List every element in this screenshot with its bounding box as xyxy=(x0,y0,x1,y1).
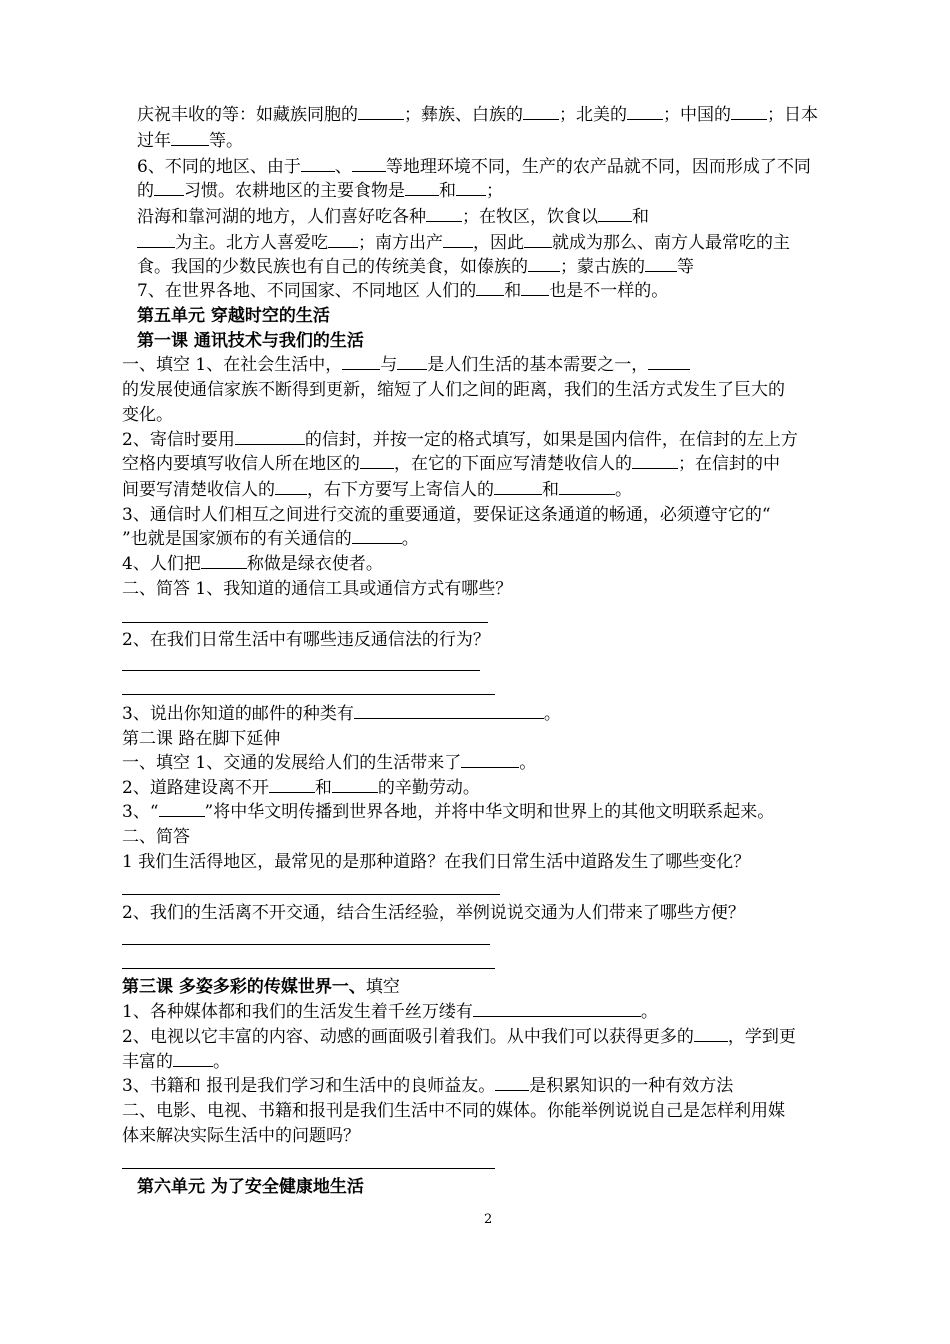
text-line: 过年 等。 xyxy=(137,131,243,151)
answer-line xyxy=(122,670,480,671)
text-line: 1 我们生活得地区，最常见的是那种道路？在我们日常生活中道路发生了哪些变化？ xyxy=(122,852,751,872)
lesson-heading: 第二课 路在脚下延伸 xyxy=(122,729,281,749)
fill-blank xyxy=(426,205,462,222)
text-line: 3、说出你知道的邮件的种类有 。 xyxy=(122,704,561,724)
text-line: 2、寄信时要用 的信封，并按一定的格式填写，如果是国内信件，在信封的左上方 xyxy=(122,430,798,450)
fill-blank xyxy=(159,800,205,817)
fill-blank xyxy=(352,527,402,544)
text-line: 体来解决实际生活中的问题吗？ xyxy=(122,1126,360,1146)
fill-blank xyxy=(461,751,519,768)
fill-blank xyxy=(201,552,247,569)
text-line: 庆祝丰收的等：如藏族同胞的 ；彝族、白族的 ；北美的 ；中国的 ；日本 xyxy=(137,105,818,125)
text-line: 2、道路建设离不开 和 的辛勤劳动。 xyxy=(122,778,480,798)
fill-blank xyxy=(397,353,427,370)
answer-line xyxy=(122,894,500,895)
fill-blank xyxy=(524,231,552,248)
answer-line xyxy=(122,944,490,945)
answer-line xyxy=(122,694,495,695)
unit-heading: 第五单元 穿越时空的生活 xyxy=(137,306,330,326)
fill-blank xyxy=(352,155,386,172)
fill-blank xyxy=(235,428,305,445)
fill-blank xyxy=(559,478,615,495)
fill-blank xyxy=(598,205,632,222)
fill-blank xyxy=(494,478,542,495)
text-line: 2、电视以它丰富的内容、动感的画面吸引着我们。从中我们可以获得更多的 ，学到更 xyxy=(122,1027,796,1047)
text-line: 3、通信时人们相互之间进行交流的重要通道，要保证这条通道的畅通，必须遵守它的“ xyxy=(122,505,771,525)
text-line: 二、简答 xyxy=(122,827,190,847)
fill-blank xyxy=(731,103,767,120)
text-line: 为主。北方人喜爱吃 ；南方出产 ，因此 就成为那么、南方人最常吃的主 xyxy=(137,231,790,255)
text-line: 沿海和靠河湖的地方，人们喜好吃各种 ；在牧区，饮食以 和 xyxy=(137,207,649,227)
text-line: 3、书籍和 报刊是我们学习和生活中的良师益友。 是积累知识的一种有效方法 xyxy=(122,1076,734,1096)
fill-blank xyxy=(648,353,690,370)
answer-line xyxy=(122,1168,495,1169)
fill-blank xyxy=(358,103,404,120)
lesson-heading: 第三课 多姿多彩的传媒世界一、填空 xyxy=(122,977,400,997)
fill-blank xyxy=(328,231,358,248)
text-line: 二、简答 1、我知道的通信工具或通信方式有哪些？ xyxy=(122,579,513,599)
text-line: 间要写清楚收信人的 ，右下方要写上寄信人的 和 。 xyxy=(122,480,632,500)
text-line: 1、各种媒体都和我们的生活发生着千丝万缕有 。 xyxy=(122,1002,658,1022)
text-line: 食。我国的少数民族也有自己的传统美食，如傣族的 ；蒙古族的 等 xyxy=(137,257,694,277)
text-line: 6、不同的地区、由于 、 等地理环境不同，生产的农产品就不同，因而形成了不同 xyxy=(137,157,811,177)
text-line: 3、“ ”将中华文明传播到世界各地，并将中华文明和世界上的其他文明联系起来。 xyxy=(122,802,775,822)
text-line: 一、填空 1、在社会生活中， 与 是人们生活的基本需要之一， xyxy=(122,353,690,377)
fill-blank xyxy=(171,129,209,146)
fill-blank xyxy=(627,103,663,120)
fill-blank xyxy=(275,478,307,495)
text-line: ”也就是国家颁布的有关通信的 。 xyxy=(122,529,419,549)
text-line: 空格内要填写收信人所在地区的 ，在它的下面应写清楚收信人的 ；在信封的中 xyxy=(122,454,780,474)
fill-blank xyxy=(137,231,175,248)
fill-blank xyxy=(342,353,380,370)
fill-blank xyxy=(354,702,544,719)
fill-blank xyxy=(269,776,315,793)
fill-blank xyxy=(332,776,378,793)
fill-blank xyxy=(443,231,473,248)
text-line: 丰富的 。 xyxy=(122,1052,230,1072)
fill-blank xyxy=(456,179,486,196)
answer-line xyxy=(122,622,488,623)
fill-blank xyxy=(495,1074,529,1091)
text-line: 2、在我们日常生活中有哪些违反通信法的行为？ xyxy=(122,630,490,650)
text-line: 一、填空 1、交通的发展给人们的生活带来了 。 xyxy=(122,753,537,773)
text-line: 变化。 xyxy=(122,405,173,425)
text-line: 的发展使通信家族不断得到更新，缩短了人们之间的距离，我们的生活方式发生了巨大的 xyxy=(122,380,785,400)
fill-blank xyxy=(694,1025,728,1042)
fill-blank xyxy=(301,155,335,172)
text-line: 二、电影、电视、书籍和报刊是我们生活中不同的媒体。你能举例说说自己是怎样利用媒 xyxy=(122,1101,785,1121)
answer-line xyxy=(122,968,495,969)
text-line: 4、人们把 称做是绿衣使者。 xyxy=(122,554,383,574)
fill-blank xyxy=(521,279,549,296)
fill-blank xyxy=(405,179,439,196)
fill-blank xyxy=(476,279,504,296)
text-line: 7、在世界各地、不同国家、不同地区 人们的 和 也是不一样的。 xyxy=(137,281,669,301)
unit-heading: 第六单元 为了安全健康地生活 xyxy=(137,1177,364,1197)
fill-blank xyxy=(528,255,560,272)
fill-blank xyxy=(154,179,184,196)
fill-blank xyxy=(473,1000,641,1017)
page-number: 2 xyxy=(484,1212,493,1227)
lesson-heading: 第一课 通讯技术与我们的生活 xyxy=(137,331,364,351)
fill-blank xyxy=(632,452,678,469)
fill-blank xyxy=(523,103,559,120)
fill-blank xyxy=(173,1050,213,1067)
text-line: 2、我们的生活离不开交通，结合生活经验，举例说说交通为人们带来了哪些方便？ xyxy=(122,903,745,923)
fill-blank xyxy=(645,255,677,272)
fill-blank xyxy=(360,452,394,469)
text-line: 的 习惯。农耕地区的主要食物是 和 ； xyxy=(137,181,503,201)
